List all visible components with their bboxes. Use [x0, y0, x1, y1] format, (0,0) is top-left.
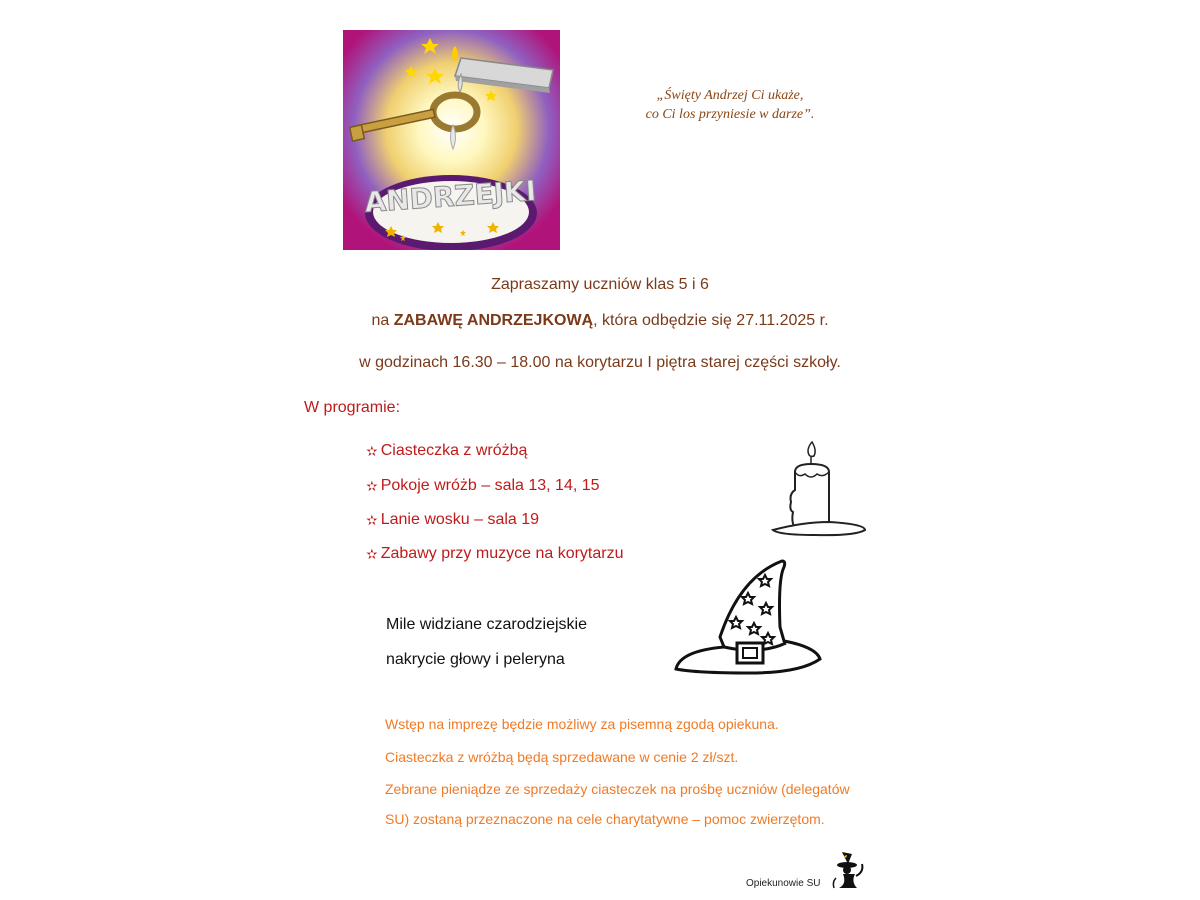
program-item [366, 477, 600, 495]
andrzejki-logo [343, 30, 560, 250]
info-line-4: SU) zostaną przeznaczone na cele charytatywne – pomoc zwierzętom. [385, 811, 825, 827]
star-icon: ✫ [366, 511, 378, 528]
signature: Opiekunowie SU [746, 878, 821, 889]
invite-line-2 [250, 312, 950, 330]
program-item [366, 511, 539, 529]
program-item-label: Lanie wosku – sala 19 [380, 511, 540, 528]
dress-code-line-1: Mile widziane czarodziejskie [386, 616, 587, 633]
event-name: ZABAWĘ ANDRZEJKOWĄ [393, 312, 594, 329]
star-icon: ✫ [366, 442, 378, 459]
program-item-label: Pokoje wróżb – sala 13, 14, 15 [380, 477, 600, 494]
program-item [366, 545, 623, 563]
invite-line-2-prefix: na [371, 312, 394, 329]
witch-icon [828, 848, 868, 890]
candle-icon [765, 438, 870, 543]
program-item-label: Zabawy przy muzyce na korytarzu [380, 545, 624, 562]
program-item [366, 442, 527, 460]
quote-line-2: co Ci los przyniesie w darze”. [645, 107, 815, 122]
quote-line-1: „Święty Andrzej Ci ukaże, [656, 88, 804, 103]
invite-line-3: w godzinach 16.30 – 18.00 na korytarzu I piętra starej części szkoły. [359, 354, 841, 371]
quote [600, 86, 860, 124]
dress-code-line-2: nakrycie głowy i peleryna [386, 651, 565, 668]
star-icon: ✫ [366, 545, 378, 562]
program-title: W programie: [304, 399, 401, 416]
logo-text: ANDRZEJKI [363, 174, 538, 219]
invite-line-1: Zapraszamy uczniów klas 5 i 6 [491, 276, 709, 293]
invite-line-2-suffix: , która odbędzie się 27.11.2025 r. [593, 312, 829, 329]
info-line-1: Wstęp na imprezę będzie możliwy za pisemną zgodą opiekuna. [385, 716, 779, 732]
star-icon: ✫ [366, 477, 378, 494]
info-line-2: Ciasteczka z wróżbą będą sprzedawane w cenie 2 zł/szt. [385, 749, 739, 765]
info-line-3: Zebrane pieniądze ze sprzedaży ciasteczek na prośbę uczniów (delegatów [385, 781, 850, 797]
program-item-label: Ciasteczka z wróżbą [380, 442, 528, 459]
witch-hat-icon [662, 553, 822, 688]
